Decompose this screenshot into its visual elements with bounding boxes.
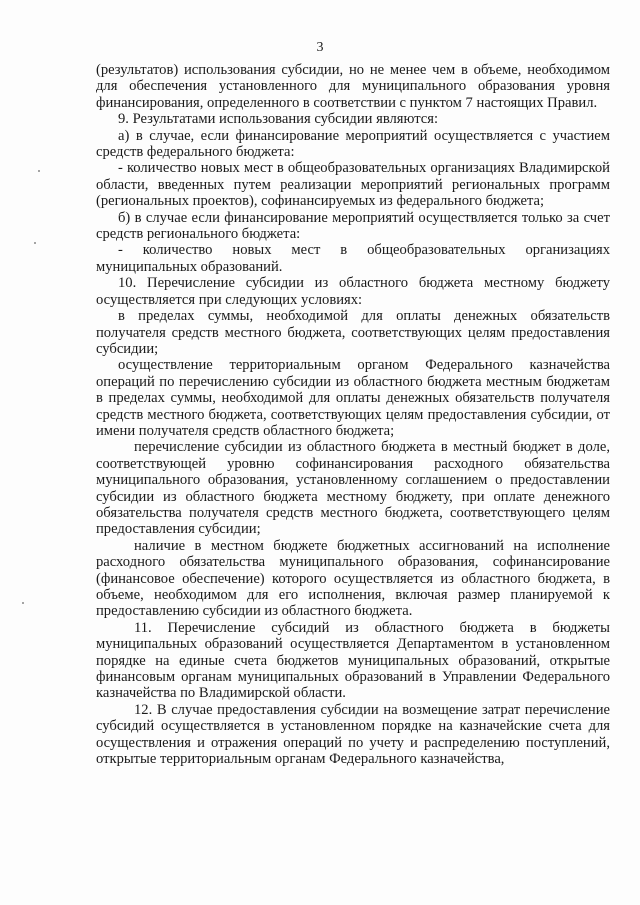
scan-speck <box>34 242 36 244</box>
paragraph-10-condition-3: перечисление субсидии из областного бюджета в местный бюджет в доле, соответствующей уровню софинансирования расходного обязательства муниципального образования, установленному соглашением о предоставлении субсидии из областного бюджета местному бюджету, при оплате денежного обязательства получателя средств местного бюджета, соответствующего целям предоставления субсидии; <box>96 439 610 538</box>
paragraph-10: 10. Перечисление субсидии из областного бюджета местному бюджету осуществляется при следующих условиях: <box>96 275 610 308</box>
paragraph-9-heading: 9. Результатами использования субсидии являются: <box>118 111 439 128</box>
paragraph-10-condition-1: в пределах суммы, необходимой для оплаты денежных обязательств получателя средств местного бюджета, соответствующих целям предоставления субсидии; <box>96 308 610 357</box>
paragraph-9a-item: - количество новых мест в общеобразовательных организациях Владимирской области, введенных путем реализации мероприятий региональных программ (региональных проектов), софинансируемых из федерального бюджета; <box>96 160 610 210</box>
paragraph-continuation: (результатов) использования субсидии, но не менее чем в объеме, необходимом для обеспечения установленного для муниципального образования уровня финансирования, определенного в соответствии с пунктом 7 настоящих Правил. <box>96 62 610 111</box>
page-number: 3 <box>316 40 324 55</box>
document-body <box>96 62 610 767</box>
paragraph-9a: а) в случае, если финансирование мероприятий осуществляется с участием средств федерального бюджета: <box>96 127 610 161</box>
scan-speck <box>22 602 24 604</box>
scan-speck <box>38 170 40 172</box>
paragraph-9b: б) в случае если финансирование мероприятий осуществляется только за счет средств регионального бюджета: <box>96 209 610 243</box>
paragraph-10-condition-4: наличие в местном бюджете бюджетных ассигнований на исполнение расходного обязательства муниципального образования, софинансирование (финансовое обеспечение) которого осуществляется из областного бюджета, в объеме, необходимом для его исполнения, включая размер планируемой к предоставлению субсидии из областного бюджета. <box>96 537 610 620</box>
paragraph-9b-item: - количество новых мест в общеобразовательных организациях муниципальных образований. <box>96 242 610 275</box>
paragraph-12: 12. В случае предоставления субсидии на возмещение затрат перечисление субсидий осуществляется в установленном порядке на казначейские счета для осуществления и отражения операций по учету и распределению поступлений, открытые территориальным органам Федерального казначейства, <box>96 701 610 768</box>
paragraph-11: 11. Перечисление субсидий из областного бюджета в бюджеты муниципальных образований осуществляется Департаментом в установленном порядке на единые счета бюджетов муниципальных образований, открытые финансовым органам муниципальных образований в Управлении Федерального казначейства по Владимирской области. <box>96 619 610 702</box>
paragraph-10-condition-2: осуществление территориальным органом Федерального казначейства операций по перечислению субсидии из областного бюджета местным бюджетам в пределах суммы, необходимой для оплаты денежных обязательств получателя средств местного бюджета, соответствующих целям предоставления субсидии, от имени получателя средств областного бюджета; <box>96 357 610 439</box>
